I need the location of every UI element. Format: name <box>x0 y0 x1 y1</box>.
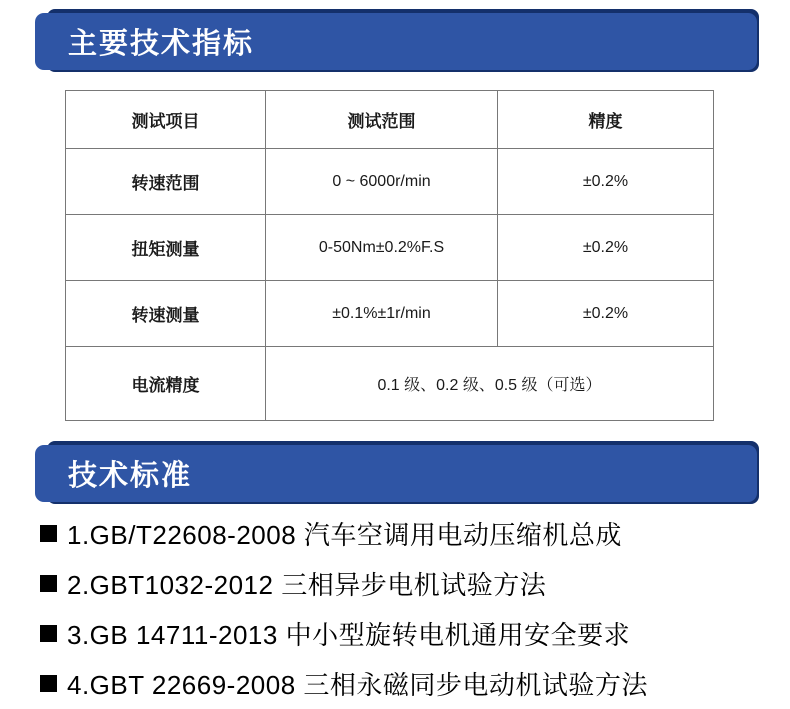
list-item <box>40 658 790 708</box>
column-header-accuracy: 精度 <box>498 91 714 149</box>
main-indicators-banner <box>35 13 757 70</box>
cell-range-torque: 0-50Nm±0.2%F.S <box>266 215 498 281</box>
banner-face <box>35 13 757 70</box>
standard-text: 2.GBT1032-2012 三相异步电机试验方法 <box>67 569 547 600</box>
technical-standards-banner <box>35 445 757 502</box>
cell-item-torque: 扭矩测量 <box>66 215 266 281</box>
cell-accuracy-speed-range: ±0.2% <box>498 149 714 215</box>
cell-range-speed-measure: ±0.1%±1r/min <box>266 281 498 347</box>
table-row <box>66 149 714 215</box>
banner-face <box>35 445 757 502</box>
cell-item-current-accuracy: 电流精度 <box>66 347 266 421</box>
column-header-test-range: 测试范围 <box>266 91 498 149</box>
standards-list <box>40 508 790 708</box>
list-item <box>40 558 790 608</box>
cell-range-current-accuracy: 0.1 级、0.2 级、0.5 级（可选） <box>266 347 714 421</box>
list-item <box>40 608 790 658</box>
table-row <box>66 281 714 347</box>
spec-document-page <box>0 13 790 709</box>
cell-accuracy-torque: ±0.2% <box>498 215 714 281</box>
main-indicators-title: 主要技术指标 <box>68 28 255 60</box>
spec-table-container <box>65 90 790 421</box>
table-row <box>66 347 714 421</box>
spec-table <box>65 90 714 421</box>
cell-item-speed-range: 转速范围 <box>66 149 266 215</box>
column-header-test-item: 测试项目 <box>66 91 266 149</box>
bullet-square-icon <box>40 525 57 542</box>
standard-text: 3.GB 14711-2013 中小型旋转电机通用安全要求 <box>67 619 631 650</box>
list-item <box>40 508 790 558</box>
standard-text: 1.GB/T22608-2008 汽车空调用电动压缩机总成 <box>67 519 622 550</box>
table-row <box>66 215 714 281</box>
table-header-row <box>66 91 714 149</box>
cell-item-speed-measure: 转速测量 <box>66 281 266 347</box>
bullet-square-icon <box>40 575 57 592</box>
technical-standards-title: 技术标准 <box>68 460 193 492</box>
cell-range-speed-range: 0 ~ 6000r/min <box>266 149 498 215</box>
cell-accuracy-speed-measure: ±0.2% <box>498 281 714 347</box>
bullet-square-icon <box>40 675 57 692</box>
standard-text: 4.GBT 22669-2008 三相永磁同步电动机试验方法 <box>67 669 648 700</box>
bullet-square-icon <box>40 625 57 642</box>
